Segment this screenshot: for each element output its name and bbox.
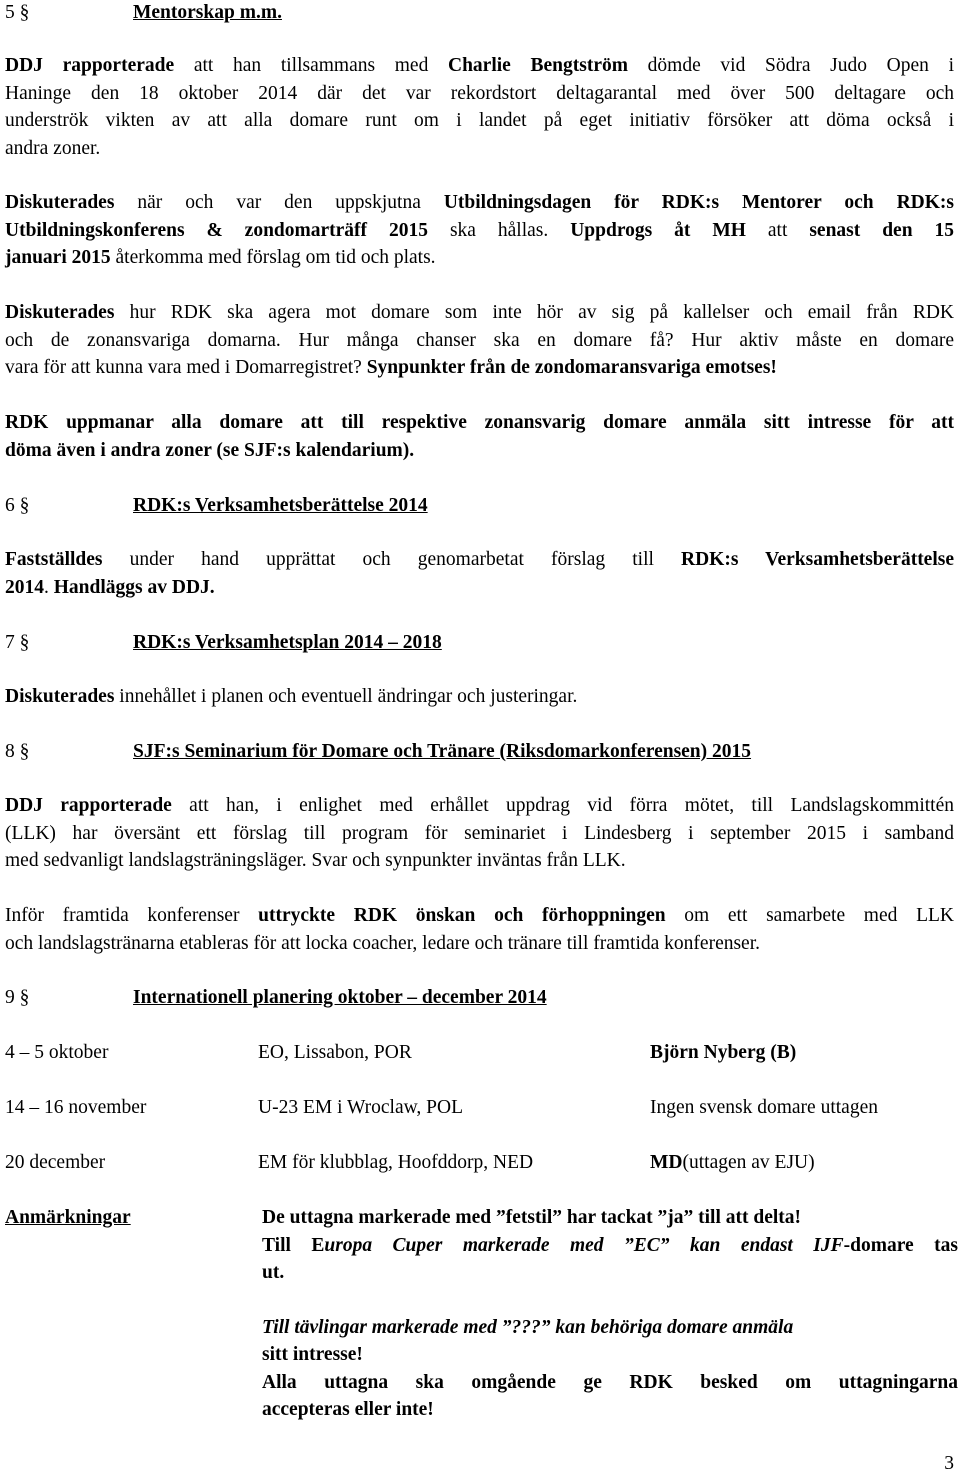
row-event: U-23 EM i Wroclaw, POL — [258, 1097, 464, 1118]
row-referee: MD (uttagen av EJU) — [650, 1152, 815, 1173]
section-number: 7 § — [5, 632, 30, 653]
paragraph: Diskuterades hur RDK ska agera mot domare som inte hör av sig på kallelser och email från RDK och de zonansvariga domarna. Hur många chanser ska en domare få? Hur aktiv måste en domare vara för att kunna vara med i Domarregistret? Synpunkter från de zondomaransvariga emotses! — [5, 302, 954, 378]
section-title: SJF:s Seminarium för Domare och Tränare (Riksdomarkonferensen) 2015 — [133, 741, 752, 762]
paragraph: Fastställdes under hand upprättat och genomarbetat förslag till RDK:s Verksamhetsberättelse 2014. Handläggs av DDJ. — [5, 549, 954, 598]
row-referee: Björn Nyberg (B) — [650, 1042, 797, 1063]
paragraph: DDJ rapporterade att han, i enlighet med erhållet uppdrag vid förra mötet, till Landslagskommittén (LLK) har översänt ett förslag till program för seminariet i Lindesberg i september 2015 i samband med sedvanligt landslagsträningsläger. Svar och synpunkter inväntas från LLK. — [5, 795, 954, 871]
section-title: Internationell planering oktober – december 2014 — [133, 987, 547, 1008]
row-event: EM för klubblag, Hoofddorp, NED — [258, 1152, 534, 1173]
section-number: 5 § — [5, 2, 30, 23]
page-number: 3 — [944, 1453, 954, 1474]
section-number: 9 § — [5, 987, 30, 1008]
row-date: 20 december — [5, 1152, 106, 1173]
row-date: 4 – 5 oktober — [5, 1042, 109, 1063]
notes: De uttagna markerade med ”fetstil” har tackat ”ja” till att delta! Till Europa Cuper markerade med ”EC” kan endast IJF-domare tas ut. Till tävlingar markerade med ”???” kan behöriga domare anmäla sitt intresse! Alla uttagna ska omgående ge RDK besked om uttagningarna accepteras eller inte! — [262, 1207, 958, 1420]
paragraph: Diskuterades när och var den uppskjutna Utbildningsdagen för RDK:s Mentorer och RDK:s Utbildningskonferens & zondomarträff 2015 ska hållas. Uppdrogs åt MH att senast den 15 januari 2015 återkomma med förslag om tid och plats. — [5, 192, 954, 268]
paragraph: Diskuterades innehållet i planen och eventuell ändringar och justeringar. — [5, 686, 578, 707]
section-number: 6 § — [5, 495, 30, 516]
section-title: RDK:s Verksamhetsberättelse 2014 — [133, 495, 428, 516]
paragraph: Inför framtida konferenser uttryckte RDK önskan och förhoppningen om ett samarbete med LLK och landslagstränarna etableras för att locka coacher, ledare och tränare till framtida konferenser. — [5, 905, 954, 954]
section-number: 8 § — [5, 741, 30, 762]
document-page: 5 § Mentorskap m.m. DDJ rapporterade att han tillsammans med Charlie Bengtström dömde vid Södra Judo Open i Haninge den 18 oktober 2014 där det var rekordstort deltagarantal med över 500 deltagare och underströk vikten av att alla domare runt om i landet på eget initiativ försöker att döma också i andra zoner. Diskuterades när och var den uppskjutna Utbildningsdagen för RDK:s Mentorer och RDK:s Utbildningskonferens & zondomarträff 2015 ska hållas. Uppdrogs åt MH att senast den 15 januari 2015 återkomma med förslag om tid och plats. Diskuterades hur RDK ska agera mot domare som inte hör av sig på kallelser och email från RDK och de zonansvariga domarna. Hur många chanser ska en domare få? Hur aktiv måste en domare vara för att kunna vara med i Domarregistret? Synpunkter från de zondomaransvariga emotses! RDK uppmanar alla domare att till respektive zonansvarig domare anmäla sitt intresse för att döma även i andra zoner (se SJF:s kalendarium). 6 § RDK:s Verksamhetsberättelse 2014 Fastställdes under hand upprättat och genomarbetat förslag till RDK:s Verksamhetsberättelse 2014. Handläggs av DDJ. 7 § RDK:s Verksamhetsplan 2014 – 2018 Diskuterades innehållet i planen och eventuell ändringar och justeringar. 8 § SJF:s Seminarium för Domare och Tränare (Riksdomarkonferensen) 2015 DDJ rapporterade att han, i enlighet med erhållet uppdrag vid förra mötet, till Landslagskommittén (LLK) har översänt ett förslag till program för seminariet i Lindesberg i september 2015 i samband med sedvanligt landslagsträningsläger. Svar och synpunkter inväntas från LLK. Inför framtida konferenser uttryckte RDK önskan och förhoppningen om ett samarbete med LLK och landslagstränarna etableras för att locka coacher, ledare och tränare till framtida konferenser. 9 § Internationell planering oktober – december 2014 4 – 5 oktober EO, Lissabon, POR Björn Nyberg (B) 14 – 16 november U-23 EM i Wroclaw, POL Ingen svensk domare uttagen 20 december EM för klubblag, Hoofddorp, NED MD (uttagen av EJU) Anmärkningar De uttagna markerade med ”fetstil” har tackat ”ja” till att delta! Till Europa Cuper markerade med ”EC” kan endast IJF-domare tas ut. Till tävlingar markerade med ”???” kan behöriga domare anmäla sitt intresse! Alla uttagna ska omgående ge RDK besked om uttagningarna accepteras eller inte! 3 — [0, 0, 960, 1482]
row-date: 14 – 16 november — [5, 1097, 147, 1118]
row-event: EO, Lissabon, POR — [258, 1042, 412, 1063]
notes-label: Anmärkningar — [5, 1207, 131, 1228]
section-title: Mentorskap m.m. — [133, 2, 282, 23]
section-title: RDK:s Verksamhetsplan 2014 – 2018 — [133, 632, 442, 653]
paragraph: RDK uppmanar alla domare att till respektive zonansvarig domare anmäla sitt intresse för att döma även i andra zoner (se SJF:s kalendarium). — [5, 412, 954, 461]
paragraph: DDJ rapporterade att han tillsammans med Charlie Bengtström dömde vid Södra Judo Open i Haninge den 18 oktober 2014 där det var rekordstort deltagarantal med över 500 deltagare och underströk vikten av att alla domare runt om i landet på eget initiativ försöker att döma också i andra zoner. — [5, 55, 955, 159]
